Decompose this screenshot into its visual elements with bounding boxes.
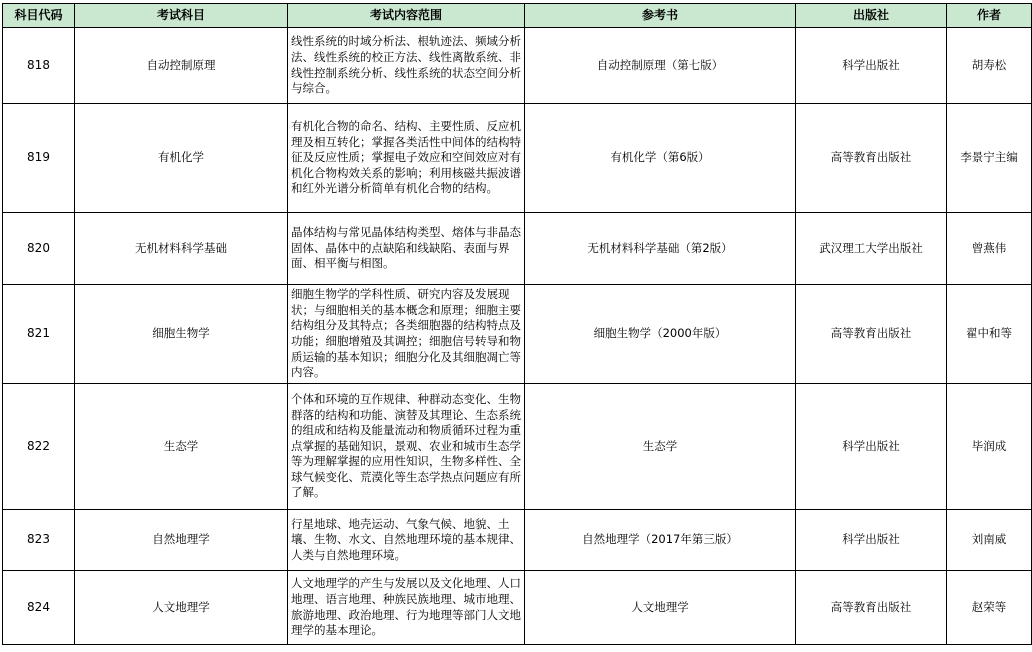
cell-publisher: 高等教育出版社	[796, 104, 947, 213]
table-row	[3, 510, 1032, 571]
cell-author: 李景宁主编	[947, 104, 1032, 213]
cell-scope: 人文地理学的产生与发展以及文化地理、人口地理、语言地理、种族民族地理、城市地理、旅游地理、政治地理、行为地理等部门人文地理学的基本理论。	[288, 571, 525, 645]
cell-author: 毕润成	[947, 384, 1032, 510]
table-row	[3, 28, 1032, 104]
cell-book: 有机化学（第6版）	[525, 104, 796, 213]
header-row	[3, 4, 1032, 28]
cell-publisher: 高等教育出版社	[796, 571, 947, 645]
cell-subject: 人文地理学	[75, 571, 288, 645]
cell-code: 820	[3, 213, 75, 285]
header-book: 参考书	[525, 4, 796, 28]
cell-scope: 线性系统的时域分析法、根轨迹法、频域分析法、线性系统的校正方法、线性离散系统、非线性控制系统分析、线性系统的状态空间分析与综合。	[288, 28, 525, 104]
cell-subject: 自然地理学	[75, 510, 288, 571]
header-author: 作者	[947, 4, 1032, 28]
cell-book: 生态学	[525, 384, 796, 510]
cell-publisher: 科学出版社	[796, 510, 947, 571]
cell-subject: 生态学	[75, 384, 288, 510]
table-row	[3, 571, 1032, 645]
cell-scope: 个体和环境的互作规律、种群动态变化、生物群落的结构和功能、演替及其理论、生态系统的组成和结构及能量流动和物质循环过程为重点掌握的基础知识，景观、农业和城市生态学等为理解掌握的应用性知识，生物多样性、全球气候变化、荒漠化等生态学热点问题应有所了解。	[288, 384, 525, 510]
cell-scope: 行星地球、地壳运动、气象气候、地貌、土壤、生物、水文、自然地理环境的基本规律、人类与自然地理环境。	[288, 510, 525, 571]
cell-book: 细胞生物学（2000年版）	[525, 285, 796, 384]
cell-code: 819	[3, 104, 75, 213]
cell-subject: 有机化学	[75, 104, 288, 213]
exam-syllabus-table	[2, 3, 1032, 645]
cell-scope: 细胞生物学的学科性质、研究内容及发展现状；与细胞相关的基本概念和原理；细胞主要结构组分及其特点；各类细胞器的结构特点及功能；细胞增殖及其调控；细胞信号转导和物质运输的基本知识；细胞分化及其细胞凋亡等内容。	[288, 285, 525, 384]
cell-scope: 有机化合物的命名、结构、主要性质、反应机理及相互转化；掌握各类活性中间体的结构特征及反应性质；掌握电子效应和空间效应对有机化合物构效关系的影响；利用核磁共振波谱和红外光谱分析简单有机化合物的结构。	[288, 104, 525, 213]
cell-publisher: 科学出版社	[796, 28, 947, 104]
cell-publisher: 科学出版社	[796, 384, 947, 510]
cell-publisher: 高等教育出版社	[796, 285, 947, 384]
table-row	[3, 213, 1032, 285]
header-subject: 考试科目	[75, 4, 288, 28]
cell-code: 821	[3, 285, 75, 384]
cell-subject: 细胞生物学	[75, 285, 288, 384]
cell-scope: 晶体结构与常见晶体结构类型、熔体与非晶态固体、晶体中的点缺陷和线缺陷、表面与界面、相平衡与相图。	[288, 213, 525, 285]
table-row	[3, 285, 1032, 384]
cell-code: 818	[3, 28, 75, 104]
cell-book: 自然地理学（2017年第三版）	[525, 510, 796, 571]
cell-code: 824	[3, 571, 75, 645]
cell-publisher: 武汉理工大学出版社	[796, 213, 947, 285]
table-row	[3, 384, 1032, 510]
cell-book: 人文地理学	[525, 571, 796, 645]
cell-subject: 自动控制原理	[75, 28, 288, 104]
header-publisher: 出版社	[796, 4, 947, 28]
cell-author: 赵荣等	[947, 571, 1032, 645]
cell-code: 822	[3, 384, 75, 510]
cell-book: 自动控制原理（第七版）	[525, 28, 796, 104]
cell-subject: 无机材料科学基础	[75, 213, 288, 285]
cell-author: 翟中和等	[947, 285, 1032, 384]
cell-author: 胡寿松	[947, 28, 1032, 104]
header-code: 科目代码	[3, 4, 75, 28]
cell-author: 刘南威	[947, 510, 1032, 571]
cell-author: 曾燕伟	[947, 213, 1032, 285]
cell-book: 无机材料科学基础（第2版）	[525, 213, 796, 285]
header-scope: 考试内容范围	[288, 4, 525, 28]
cell-code: 823	[3, 510, 75, 571]
table-row	[3, 104, 1032, 213]
